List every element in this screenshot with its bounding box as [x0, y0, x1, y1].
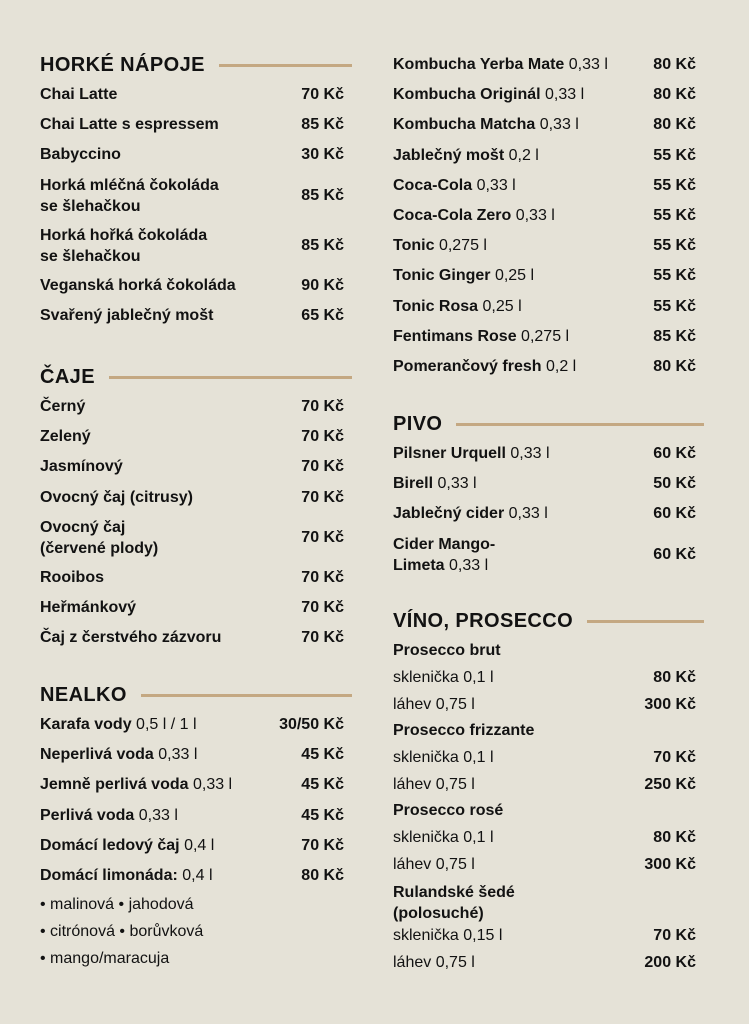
item-price: 30/50 Kč	[279, 716, 344, 734]
menu-item	[40, 593, 352, 623]
section-title: VÍNO, PROSECCO	[393, 610, 574, 632]
item-name: Svařený jablečný mošt	[40, 306, 214, 324]
item-price: 55 Kč	[653, 207, 696, 225]
item-name-text: Jablečný mošt	[393, 146, 505, 164]
item-name	[393, 266, 534, 286]
item-name: Zelený	[40, 428, 91, 446]
item-price: 70 Kč	[653, 748, 696, 766]
menu-item	[393, 261, 704, 291]
item-name: Veganská horká čokoláda	[40, 276, 236, 294]
section-header	[40, 362, 352, 392]
item-volume: 0,33 l	[437, 475, 477, 493]
item-volume: 0,33 l	[158, 746, 198, 764]
item-name	[393, 504, 548, 524]
divider-line	[141, 694, 352, 697]
item-name	[40, 775, 232, 795]
item-price: 80 Kč	[653, 357, 696, 375]
menu-item	[40, 801, 352, 831]
divider-line	[109, 376, 352, 379]
item-name	[40, 225, 207, 267]
item-name-text: Karafa vody	[40, 716, 132, 734]
section-header	[393, 409, 704, 439]
wine-name: Prosecco rosé	[393, 802, 504, 819]
wine-size-row	[393, 851, 704, 878]
item-name-text: Birell	[393, 475, 434, 493]
section-teas	[40, 362, 352, 653]
section-wine	[393, 606, 704, 976]
item-volume: 0,25 l	[482, 297, 522, 315]
section-title: NEALKO	[40, 684, 127, 706]
item-price: 45 Kč	[301, 806, 344, 824]
divider-line	[219, 64, 352, 67]
flavour-list-item: • malinová • jahodová	[40, 896, 194, 914]
flavour-list-item: • mango/maracuja	[40, 950, 170, 968]
item-name	[393, 357, 576, 377]
item-volume: 0,33 l	[476, 176, 516, 194]
item-name	[393, 297, 522, 317]
item-name	[40, 517, 158, 559]
item-name-text: Tonic Ginger	[393, 267, 491, 285]
section-header	[40, 680, 352, 710]
item-name-text: Jemně perlivá voda	[40, 776, 189, 794]
menu-item	[40, 770, 352, 800]
item-volume: 0,33 l	[449, 556, 489, 574]
item-price: 70 Kč	[653, 926, 696, 944]
menu-item	[40, 513, 352, 563]
item-price: 60 Kč	[653, 545, 696, 563]
wine-size: láhev 0,75 l	[393, 855, 475, 873]
item-price: 80 Kč	[653, 668, 696, 686]
item-volume: 0,33 l	[508, 505, 548, 523]
wine-size: láhev 0,75 l	[393, 953, 475, 971]
item-price: 55 Kč	[653, 237, 696, 255]
item-price: 45 Kč	[301, 746, 344, 764]
item-name-line1: Horká hořká čokoláda	[40, 226, 208, 244]
wine-size-row	[393, 691, 704, 718]
item-name-text: Tonic	[393, 237, 435, 255]
item-name	[40, 715, 197, 735]
item-price: 80 Kč	[653, 116, 696, 134]
item-price: 55 Kč	[653, 176, 696, 194]
item-price: 300 Kč	[644, 855, 696, 873]
menu-item	[393, 322, 704, 352]
item-name-text: Tonic Rosa	[393, 297, 479, 315]
menu-item	[40, 422, 352, 452]
item-volume: 0,33 l	[545, 86, 585, 104]
item-price: 70 Kč	[301, 599, 344, 617]
menu-item	[40, 740, 352, 770]
item-name-text: Neperlivá voda	[40, 746, 154, 764]
item-name-line2: se šlehačkou	[40, 197, 141, 215]
item-name	[393, 176, 516, 196]
item-volume: 0,33 l	[138, 806, 178, 824]
menu-item	[40, 483, 352, 513]
menu-item	[393, 171, 704, 201]
item-name-text: Pilsner Urquell	[393, 445, 506, 463]
menu-item	[393, 530, 704, 580]
menu-item	[40, 392, 352, 422]
menu-item	[40, 80, 352, 110]
section-header	[40, 50, 352, 80]
item-name: Ovocný čaj (citrusy)	[40, 488, 193, 506]
item-name-text: Coca-Cola	[393, 176, 473, 194]
menu-item	[393, 352, 704, 382]
item-name: Chai Latte	[40, 86, 118, 104]
menu-item	[40, 831, 352, 861]
menu-item	[393, 201, 704, 231]
item-name-text: Kombucha Matcha	[393, 116, 536, 134]
menu-item	[40, 140, 352, 170]
item-name-line1: Ovocný čaj	[40, 518, 126, 536]
item-name	[393, 327, 569, 347]
wine-size: láhev 0,75 l	[393, 775, 475, 793]
item-price: 50 Kč	[653, 475, 696, 493]
item-price: 70 Kč	[301, 836, 344, 854]
item-name	[393, 115, 579, 135]
item-name	[40, 745, 197, 765]
item-name-text: Fentimans Rose	[393, 327, 517, 345]
item-volume: 0,2 l	[545, 357, 577, 375]
menu-item	[393, 80, 704, 110]
section-title: PIVO	[393, 413, 443, 435]
item-price: 60 Kč	[653, 445, 696, 463]
item-volume: 0,275 l	[521, 327, 570, 345]
item-name: Černý	[40, 398, 86, 416]
item-name-text: Domácí limonáda:	[40, 867, 178, 885]
item-price: 70 Kč	[301, 86, 344, 104]
item-price: 80 Kč	[653, 86, 696, 104]
item-price: 85 Kč	[301, 116, 344, 134]
item-volume: 0,275 l	[438, 237, 487, 255]
flavour-list-item: • citrónová • borůvková	[40, 923, 204, 941]
item-price: 85 Kč	[301, 236, 344, 254]
item-name	[393, 236, 487, 256]
menu-item	[393, 50, 704, 80]
item-price: 250 Kč	[644, 775, 696, 793]
item-price: 70 Kč	[301, 528, 344, 546]
item-name-text: Jablečný cider	[393, 505, 505, 523]
menu-item	[393, 499, 704, 529]
wine-name	[393, 878, 704, 922]
item-volume: 0,33 l	[515, 207, 555, 225]
menu-item	[393, 469, 704, 499]
menu-item	[393, 292, 704, 322]
item-volume: 0,4 l	[182, 867, 213, 885]
item-volume: 0,33 l	[539, 116, 579, 134]
item-volume: 0,25 l	[494, 267, 535, 285]
item-name: Jasmínový	[40, 458, 123, 476]
item-volume: 0,33 l	[510, 445, 550, 463]
section-cold-drinks	[393, 50, 704, 382]
item-name-line1: Horká mléčná čokoláda	[40, 176, 219, 194]
item-name-text: Kombucha Originál	[393, 86, 541, 104]
wine-size: sklenička 0,1 l	[393, 748, 494, 766]
section-header	[393, 606, 704, 636]
item-price: 70 Kč	[301, 488, 344, 506]
item-price: 200 Kč	[644, 953, 696, 971]
menu-item	[393, 110, 704, 140]
item-price: 80 Kč	[301, 867, 344, 885]
item-name	[393, 206, 555, 226]
item-name	[393, 444, 550, 464]
divider-line	[587, 620, 704, 623]
wine-name: Prosecco brut	[393, 642, 501, 659]
item-volume: 0,4 l	[184, 836, 215, 854]
item-price: 55 Kč	[653, 146, 696, 164]
item-name	[40, 866, 213, 886]
item-price: 300 Kč	[644, 695, 696, 713]
item-name	[40, 806, 178, 826]
item-name: Čaj z čerstvého zázvoru	[40, 629, 222, 647]
menu-item	[40, 710, 352, 740]
item-name: Chai Latte s espressem	[40, 116, 219, 134]
item-price: 70 Kč	[301, 458, 344, 476]
wine-size: sklenička 0,15 l	[393, 926, 503, 944]
wine-size-row	[393, 824, 704, 851]
section-beer	[393, 409, 704, 580]
wine-name: Prosecco frizzante	[393, 722, 535, 739]
item-name	[393, 534, 495, 576]
item-volume: 0,2 l	[508, 146, 539, 164]
wine-size-row	[393, 949, 704, 976]
menu-item	[40, 221, 352, 271]
item-name-line2: Limeta	[393, 556, 445, 574]
item-name	[40, 175, 219, 217]
item-name-text: Pomerančový fresh	[393, 357, 542, 375]
section-title: HORKÉ NÁPOJE	[40, 54, 205, 76]
item-name: Heřmánkový	[40, 599, 137, 617]
item-name: Babyccino	[40, 146, 121, 164]
menu-item	[393, 231, 704, 261]
item-name-text: Perlivá voda	[40, 806, 135, 824]
item-name-line2: (červené plody)	[40, 539, 159, 557]
item-price: 70 Kč	[301, 398, 344, 416]
menu-item	[40, 861, 352, 891]
menu-item	[40, 301, 352, 331]
item-name: Rooibos	[40, 568, 104, 586]
menu-item	[393, 439, 704, 469]
wine-name-line1: Rulandské šedé	[393, 884, 515, 901]
item-price: 80 Kč	[653, 828, 696, 846]
item-price: 70 Kč	[301, 428, 344, 446]
item-volume: 0,33 l	[568, 56, 608, 74]
item-name	[393, 85, 584, 105]
wine-size-row	[393, 922, 704, 949]
wine-size: láhev 0,75 l	[393, 695, 475, 713]
item-name-text: Coca-Cola Zero	[393, 207, 512, 225]
menu-item	[40, 110, 352, 140]
menu-item	[40, 563, 352, 593]
wine-size-row	[393, 744, 704, 771]
section-title: ČAJE	[40, 366, 95, 388]
divider-line	[456, 423, 704, 426]
wine-size-row	[393, 771, 704, 798]
item-name-line1: Cider Mango-	[393, 535, 496, 553]
wine-size: sklenička 0,1 l	[393, 828, 494, 846]
item-price: 55 Kč	[653, 267, 696, 285]
section-hot-drinks	[40, 50, 352, 331]
item-price: 60 Kč	[653, 505, 696, 523]
item-price: 70 Kč	[301, 629, 344, 647]
item-name	[393, 474, 477, 494]
item-price: 65 Kč	[301, 306, 344, 324]
item-volume: 0,5 l / 1 l	[136, 716, 197, 734]
item-price: 85 Kč	[301, 186, 344, 204]
wine-size: sklenička 0,1 l	[393, 668, 494, 686]
section-soft-drinks	[40, 680, 352, 972]
menu-item	[40, 452, 352, 482]
item-price: 85 Kč	[653, 327, 696, 345]
item-name	[40, 836, 214, 856]
menu-item	[40, 171, 352, 221]
item-price: 80 Kč	[653, 56, 696, 74]
wine-size-row	[393, 664, 704, 691]
item-name	[393, 146, 539, 166]
item-price: 55 Kč	[653, 297, 696, 315]
item-price: 70 Kč	[301, 568, 344, 586]
menu-item	[40, 271, 352, 301]
item-name	[393, 55, 608, 75]
item-price: 30 Kč	[301, 146, 344, 164]
item-name-line2: se šlehačkou	[40, 247, 141, 265]
menu-item	[393, 141, 704, 171]
item-name-text: Kombucha Yerba Mate	[393, 56, 565, 74]
wine-name-line2: (polosuché)	[393, 905, 484, 922]
item-volume: 0,33 l	[192, 776, 233, 794]
menu-item	[40, 623, 352, 653]
item-price: 90 Kč	[301, 276, 344, 294]
item-price: 45 Kč	[301, 776, 344, 794]
item-name-text: Domácí ledový čaj	[40, 836, 180, 854]
